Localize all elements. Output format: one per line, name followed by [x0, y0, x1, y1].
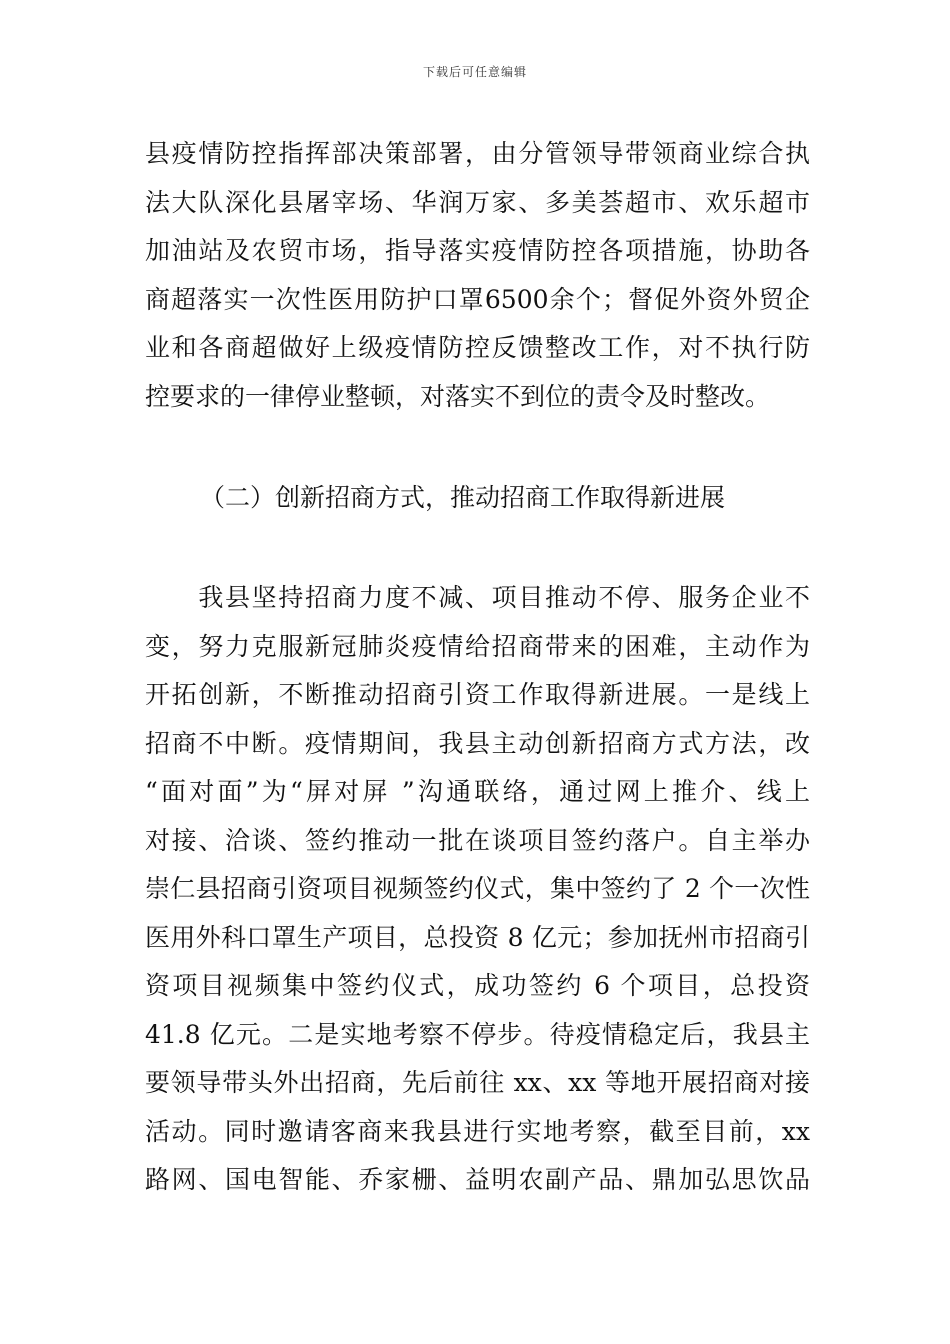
text-line: 加油站及农贸市场，指导落实疫情防控各项措施，协助各: [145, 236, 810, 265]
text-line: 医用外科口罩生产项目，总投资 8 亿元；参加抚州市招商引: [145, 922, 810, 952]
text-line: 县疫情防控指挥部决策部署，由分管领导带领商业综合执: [145, 139, 810, 168]
paragraph-2: [145, 574, 810, 1205]
text-line: 要领导带头外出招商，先后前往 xx、xx 等地开展招商对接: [145, 1068, 810, 1097]
text-line: 开拓创新，不断推动招商引资工作取得新进展。一是线上: [145, 680, 810, 709]
text-line: 法大队深化县屠宰场、华润万家、多美荟超市、欢乐超市: [145, 187, 810, 217]
text-line: 变，努力克服新冠肺炎疫情给招商带来的困难，主动作为: [145, 631, 810, 661]
text-line: 资项目视频集中签约仪式，成功签约 6 个项目，总投资: [145, 971, 810, 1000]
text-line: 我县坚持招商力度不减、项目推动不停、服务企业不: [145, 583, 810, 612]
text-line: 对接、洽谈、签约推动一批在谈项目签约落户。自主举办: [145, 825, 810, 855]
page-header: 下载后可任意编辑: [422, 65, 527, 79]
paragraph-1: [145, 130, 810, 421]
text-line: 招商不中断。疫情期间，我县主动创新招商方式方法，改: [145, 728, 810, 758]
text-line: 崇仁县招商引资项目视频签约仪式，集中签约了 2 个一次性: [145, 874, 810, 903]
text-line: “面对面”为“屏对屏 ”沟通联络，通过网上推介、线上: [145, 777, 810, 806]
text-line: 41.8 亿元。二是实地考察不停步。待疫情稳定后，我县主: [145, 1019, 810, 1049]
text-line: 活动。同时邀请客商来我县进行实地考察，截至目前，xx: [145, 1116, 810, 1146]
text-line: 业和各商超做好上级疫情防控反馈整改工作，对不执行防: [145, 333, 810, 362]
text-line: 路网、国电智能、乔家栅、益明农副产品、鼎加弘思饮品: [145, 1165, 810, 1194]
section-heading: （二）创新招商方式，推动招商工作取得新进展: [200, 483, 726, 512]
text-line: 控要求的一律停业整顿，对落实不到位的责令及时整改。: [145, 381, 771, 411]
text-line: 商超落实一次性医用防护口罩6500余个；督促外资外贸企: [145, 284, 810, 314]
